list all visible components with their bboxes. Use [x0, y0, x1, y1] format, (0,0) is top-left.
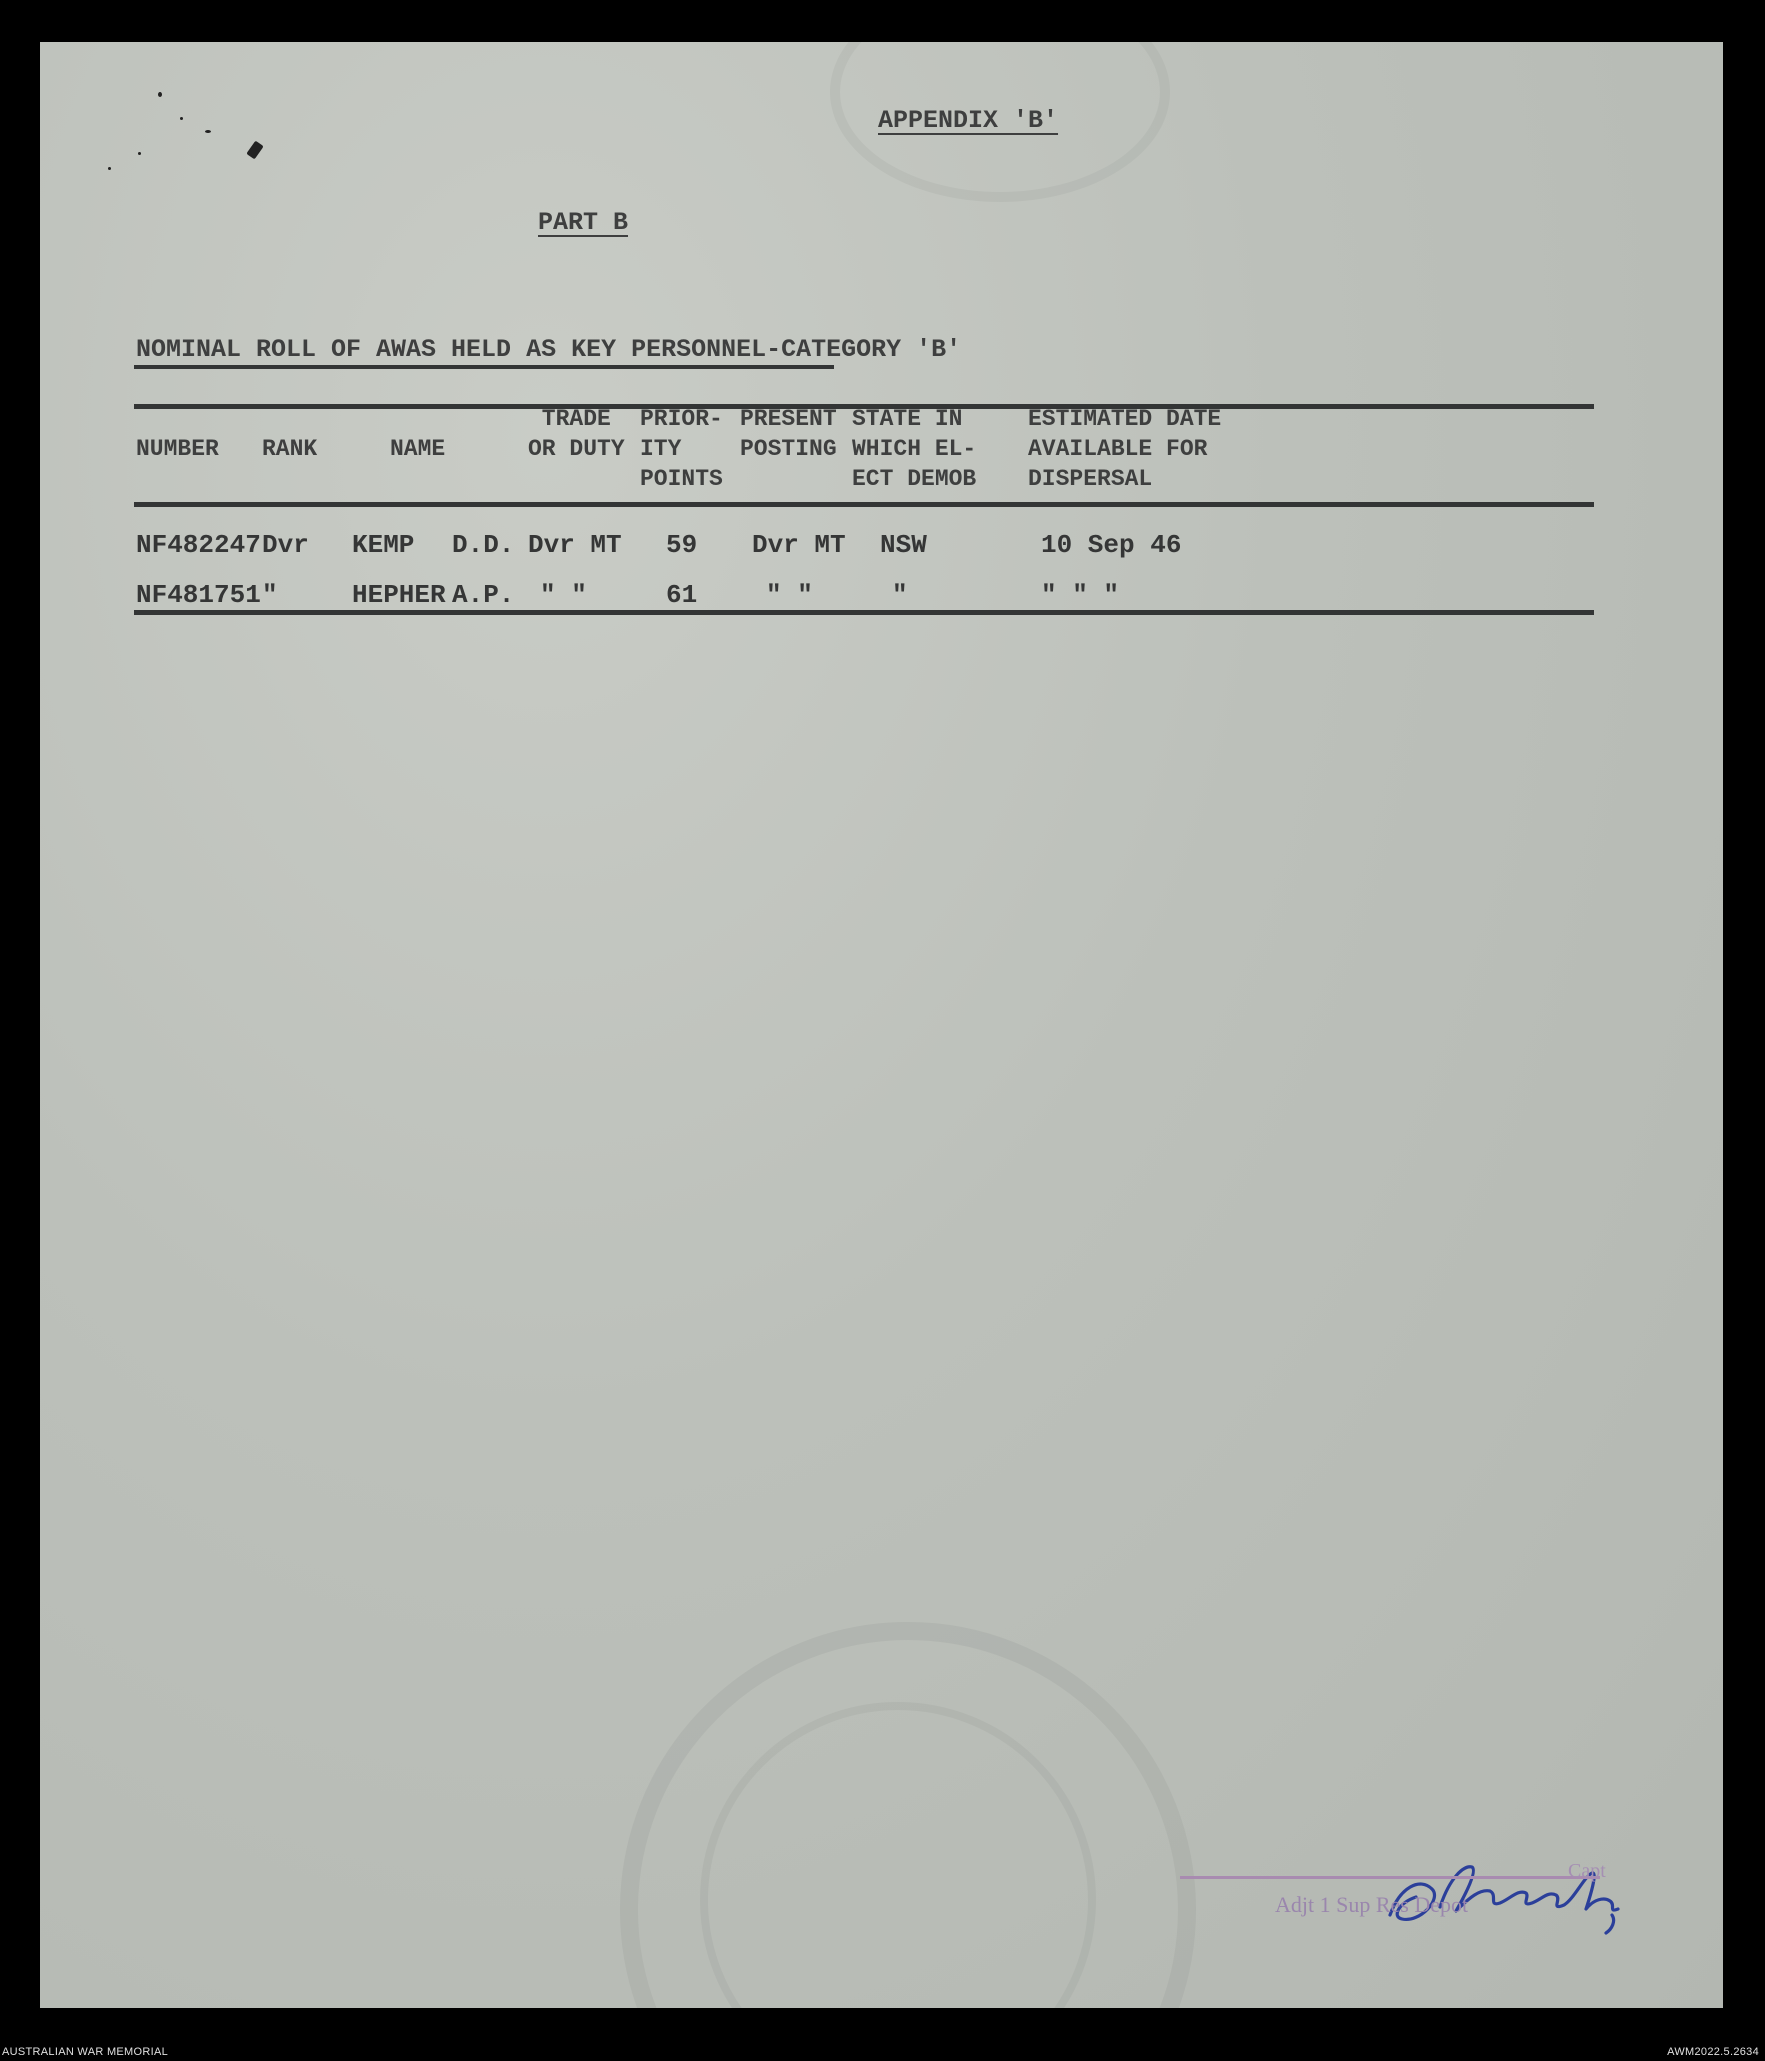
stamp-rank: Capt — [1568, 1860, 1606, 1882]
cell-date: 10 Sep 46 — [1041, 530, 1182, 560]
footer-institution: AUSTRALIAN WAR MEMORIAL — [2, 2046, 169, 2058]
header-state: STATE IN WHICH EL- ECT DEMOB — [852, 406, 977, 492]
paper-speck — [205, 130, 211, 133]
cell-points: 61 — [666, 580, 698, 610]
cell-state: " — [892, 580, 908, 610]
cell-date: " " " — [1041, 580, 1120, 610]
header-posting: PRESENT POSTING — [740, 406, 837, 462]
header-rank: RANK — [262, 436, 318, 462]
signature-line — [1180, 1876, 1600, 1879]
cell-posting: Dvr MT — [752, 530, 846, 560]
stamp-office: Adjt 1 Sup Res Depot — [1275, 1892, 1469, 1917]
cell-initials: D.D. — [452, 530, 515, 560]
cell-number: NF482247 — [136, 530, 261, 560]
header-trade: TRADE OR DUTY — [528, 406, 625, 462]
cell-surname: HEPHER — [352, 580, 446, 610]
cell-points: 59 — [666, 530, 698, 560]
cell-number: NF481751 — [136, 580, 261, 610]
roll-title: NOMINAL ROLL OF AWAS HELD AS KEY PERSONNEL-CATEGORY 'B' — [136, 335, 962, 364]
paper-speck — [246, 141, 263, 160]
title-underline — [134, 365, 834, 369]
table-header-rule — [134, 502, 1594, 507]
header-date: ESTIMATED DATE AVAILABLE FOR DISPERSAL — [1028, 406, 1222, 492]
cell-rank: " — [262, 580, 278, 610]
paper-speck — [108, 167, 111, 170]
header-number: NUMBER — [136, 436, 219, 462]
cell-trade: " " — [540, 580, 587, 610]
paper-speck — [158, 92, 162, 97]
header-name: NAME — [390, 436, 446, 462]
cell-surname: KEMP — [352, 530, 415, 560]
cell-posting: " " — [766, 580, 813, 610]
paper-speck — [180, 117, 183, 120]
cell-state: NSW — [880, 530, 927, 560]
table-bottom-rule — [134, 610, 1594, 615]
footer-reference: AWM2022.5.2634 — [1667, 2046, 1759, 2058]
cell-rank: Dvr — [262, 530, 309, 560]
cell-initials: A.P. — [452, 580, 515, 610]
appendix-label: APPENDIX 'B' — [878, 106, 1059, 135]
header-priority: PRIOR- ITY POINTS — [640, 406, 723, 492]
document-page — [40, 42, 1723, 2008]
handwritten-signature — [1380, 1837, 1640, 1937]
part-label: PART B — [538, 208, 629, 237]
cell-trade: Dvr MT — [528, 530, 622, 560]
paper-speck — [138, 152, 141, 155]
